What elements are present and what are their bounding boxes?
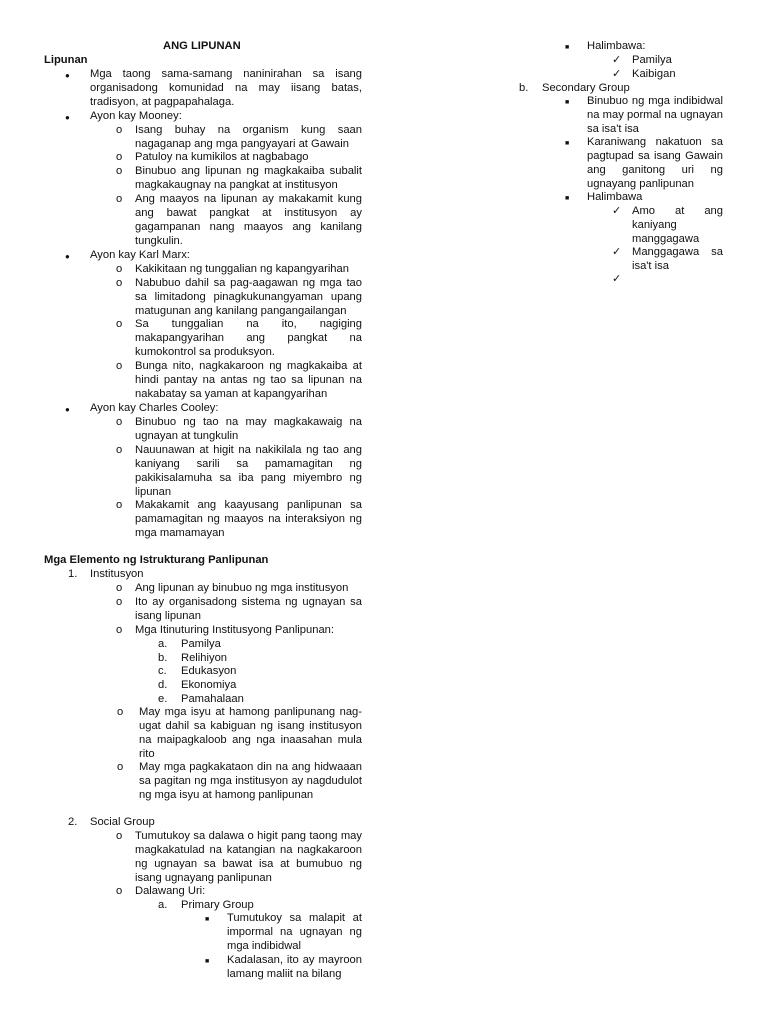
bullet-circle-icon: o bbox=[116, 885, 123, 897]
bullet-square-icon: ■ bbox=[565, 99, 570, 106]
example-label: Halimbawa: bbox=[587, 40, 646, 52]
sub-item: Edukasyon bbox=[181, 665, 237, 677]
lipunan-definition: Mga taong sama-samang naninirahan sa isang organisadong komunidad na may iisang batas, tradisyon, at pagpapahalaga. bbox=[90, 68, 362, 108]
check-icon: ✓ bbox=[612, 273, 622, 285]
list-item: Tumutukoy sa dalawa o higit pang taong may magkakatulad na katangian na nagkakaroon ng ugnayan sa bawat isa at bumubuo ng isang ugnayang panlipunan bbox=[135, 830, 362, 884]
sub-letter: a. bbox=[158, 899, 168, 911]
list-item: Kakikitaan ng tunggalian ng kapangyarihan bbox=[135, 263, 349, 275]
list-item: Ito ay organisadong sistema ng ugnayan sa isang lipunan bbox=[135, 596, 362, 622]
cooley-label: Ayon kay Charles Cooley: bbox=[90, 402, 219, 414]
list-item: Mga Itinuturing Institusyong Panlipunan: bbox=[135, 624, 335, 636]
sub-letter: a. bbox=[158, 638, 168, 650]
sub-letter: b. bbox=[519, 82, 529, 94]
list-item: Bunga nito, nagkakaroon ng magkakaiba at hindi pantay na antas ng tao sa lipunan na nakabatay sa yaman at kapangyarihan bbox=[135, 360, 362, 400]
list-item: Nabubuo dahil sa pag-aagawan ng mga tao sa limitadong pinagkukunangyaman upang matugunan ang kanilang pangangailangan bbox=[135, 277, 362, 317]
list-item: Isang buhay na organism kung saan nagaganap ang mga pangyayari at Gawain bbox=[135, 124, 362, 150]
sub-letter: e. bbox=[158, 693, 168, 705]
bullet-circle-icon: o bbox=[116, 263, 123, 275]
sub-letter: c. bbox=[158, 665, 167, 677]
bullet-square-icon: ■ bbox=[205, 916, 210, 923]
bullet-circle-icon: o bbox=[117, 706, 124, 718]
list-item: Nauunawan at higit na nakikilala ng tao ang kaniyang sarili sa pamamagitan ng pakikisalamuha sa iba pang miyembro ng lipunan bbox=[135, 444, 362, 498]
bullet-circle-icon: o bbox=[116, 360, 123, 372]
primary-group-label: Primary Group bbox=[181, 899, 254, 911]
bullet-circle-icon: o bbox=[116, 624, 123, 636]
list-item: Binubuo ng tao na may magkakawaig na ugnayan at tungkulin bbox=[135, 416, 362, 442]
sub-item: Ekonomiya bbox=[181, 679, 237, 691]
bullet-circle-icon: o bbox=[116, 596, 123, 608]
bullet-circle-icon: o bbox=[116, 416, 123, 428]
list-item: Dalawang Uri: bbox=[135, 885, 206, 897]
sub-item: Relihiyon bbox=[181, 652, 228, 664]
bullet-circle-icon: o bbox=[116, 444, 123, 456]
list-item: Tumutukoy sa malapit at impormal na ugnayan ng mga indibidwal bbox=[227, 912, 362, 952]
institusyon-label: Institusyon bbox=[90, 568, 144, 580]
bullet-circle-icon: o bbox=[116, 499, 123, 511]
bullet-square-icon: ■ bbox=[565, 140, 570, 147]
list-item: Karaniwang nakatuon sa pagtupad sa isang Gawain ang ganitong uri ng ugnayang panlipunan bbox=[587, 136, 723, 190]
list-item: Ang maayos na lipunan ay makakamit kung ang bawat pangkat at institusyon ay gagampanan nang maayos ang kanilang tungkulin. bbox=[135, 193, 362, 247]
bullet-circle-icon: o bbox=[116, 193, 123, 205]
example-label: Halimbawa bbox=[587, 191, 643, 203]
document-title: ANG LIPUNAN bbox=[163, 40, 241, 52]
bullet-circle-icon: o bbox=[116, 151, 123, 163]
list-item: Binubuo ang lipunan ng magkakaiba subalit magkakaugnay na pangkat at institusyon bbox=[135, 165, 362, 191]
bullet-circle-icon: o bbox=[116, 582, 123, 594]
bullet-disc-icon: ● bbox=[65, 71, 70, 80]
list-item: Patuloy na kumikilos at nagbabago bbox=[135, 151, 309, 163]
bullet-circle-icon: o bbox=[116, 165, 123, 177]
check-icon: ✓ bbox=[612, 246, 622, 258]
check-icon: ✓ bbox=[612, 54, 622, 66]
check-icon: ✓ bbox=[612, 68, 622, 80]
bullet-circle-icon: o bbox=[116, 318, 123, 330]
sub-item: Pamilya bbox=[181, 638, 221, 650]
bullet-circle-icon: o bbox=[116, 124, 123, 136]
list-item: Sa tunggalian na ito, nagiging makapangyarihan ang pangkat na kumokontrol sa produksyon. bbox=[135, 318, 362, 358]
section-heading-elementos: Mga Elemento ng Istrukturang Panlipunan bbox=[44, 554, 269, 566]
list-number: 1. bbox=[68, 568, 78, 580]
bullet-disc-icon: ● bbox=[65, 405, 70, 414]
secondary-group-label: Secondary Group bbox=[542, 82, 630, 94]
social-group-label: Social Group bbox=[90, 816, 155, 828]
list-item: Ang lipunan ay binubuo ng mga institusyon bbox=[135, 582, 349, 594]
list-item: May mga isyu at hamong panlipunang nag-ugat dahil sa kabiguan ng isang institusyon na maipagkaloob ang nga inaasahan mula rito bbox=[139, 706, 362, 760]
list-item: Kadalasan, ito ay mayroon lamang maliit na bilang bbox=[227, 954, 362, 980]
mooney-label: Ayon kay Mooney: bbox=[90, 110, 182, 122]
example-item: Pamilya bbox=[632, 54, 672, 66]
sub-item: Pamahalaan bbox=[181, 693, 244, 705]
list-item: May mga pagkakataon din na ang hidwaaan sa pagitan ng mga institusyon ay nagdudulot ng mga isyu at hamong panlipunan bbox=[139, 761, 362, 801]
example-item: Manggagawa sa isa't isa bbox=[632, 246, 723, 272]
sub-letter: b. bbox=[158, 652, 168, 664]
bullet-square-icon: ■ bbox=[565, 44, 570, 51]
bullet-circle-icon: o bbox=[116, 830, 123, 842]
bullet-square-icon: ■ bbox=[205, 958, 210, 965]
example-item: Kaibigan bbox=[632, 68, 676, 80]
bullet-disc-icon: ● bbox=[65, 113, 70, 122]
list-item: Binubuo ng mga indibidwal na may pormal na ugnayan sa isa't isa bbox=[587, 95, 723, 135]
list-item: Makakamit ang kaayusang panlipunan sa pamamagitan ng maayos na interaksiyon ng mga mamamayan bbox=[135, 499, 362, 539]
marx-label: Ayon kay Karl Marx: bbox=[90, 249, 190, 261]
bullet-disc-icon: ● bbox=[65, 252, 70, 261]
example-item: Amo at ang kaniyang manggagawa bbox=[632, 205, 723, 245]
section-heading-lipunan: Lipunan bbox=[44, 54, 88, 66]
bullet-circle-icon: o bbox=[117, 761, 124, 773]
bullet-square-icon: ■ bbox=[565, 195, 570, 202]
list-number: 2. bbox=[68, 816, 78, 828]
check-icon: ✓ bbox=[612, 205, 622, 217]
sub-letter: d. bbox=[158, 679, 168, 691]
bullet-circle-icon: o bbox=[116, 277, 123, 289]
